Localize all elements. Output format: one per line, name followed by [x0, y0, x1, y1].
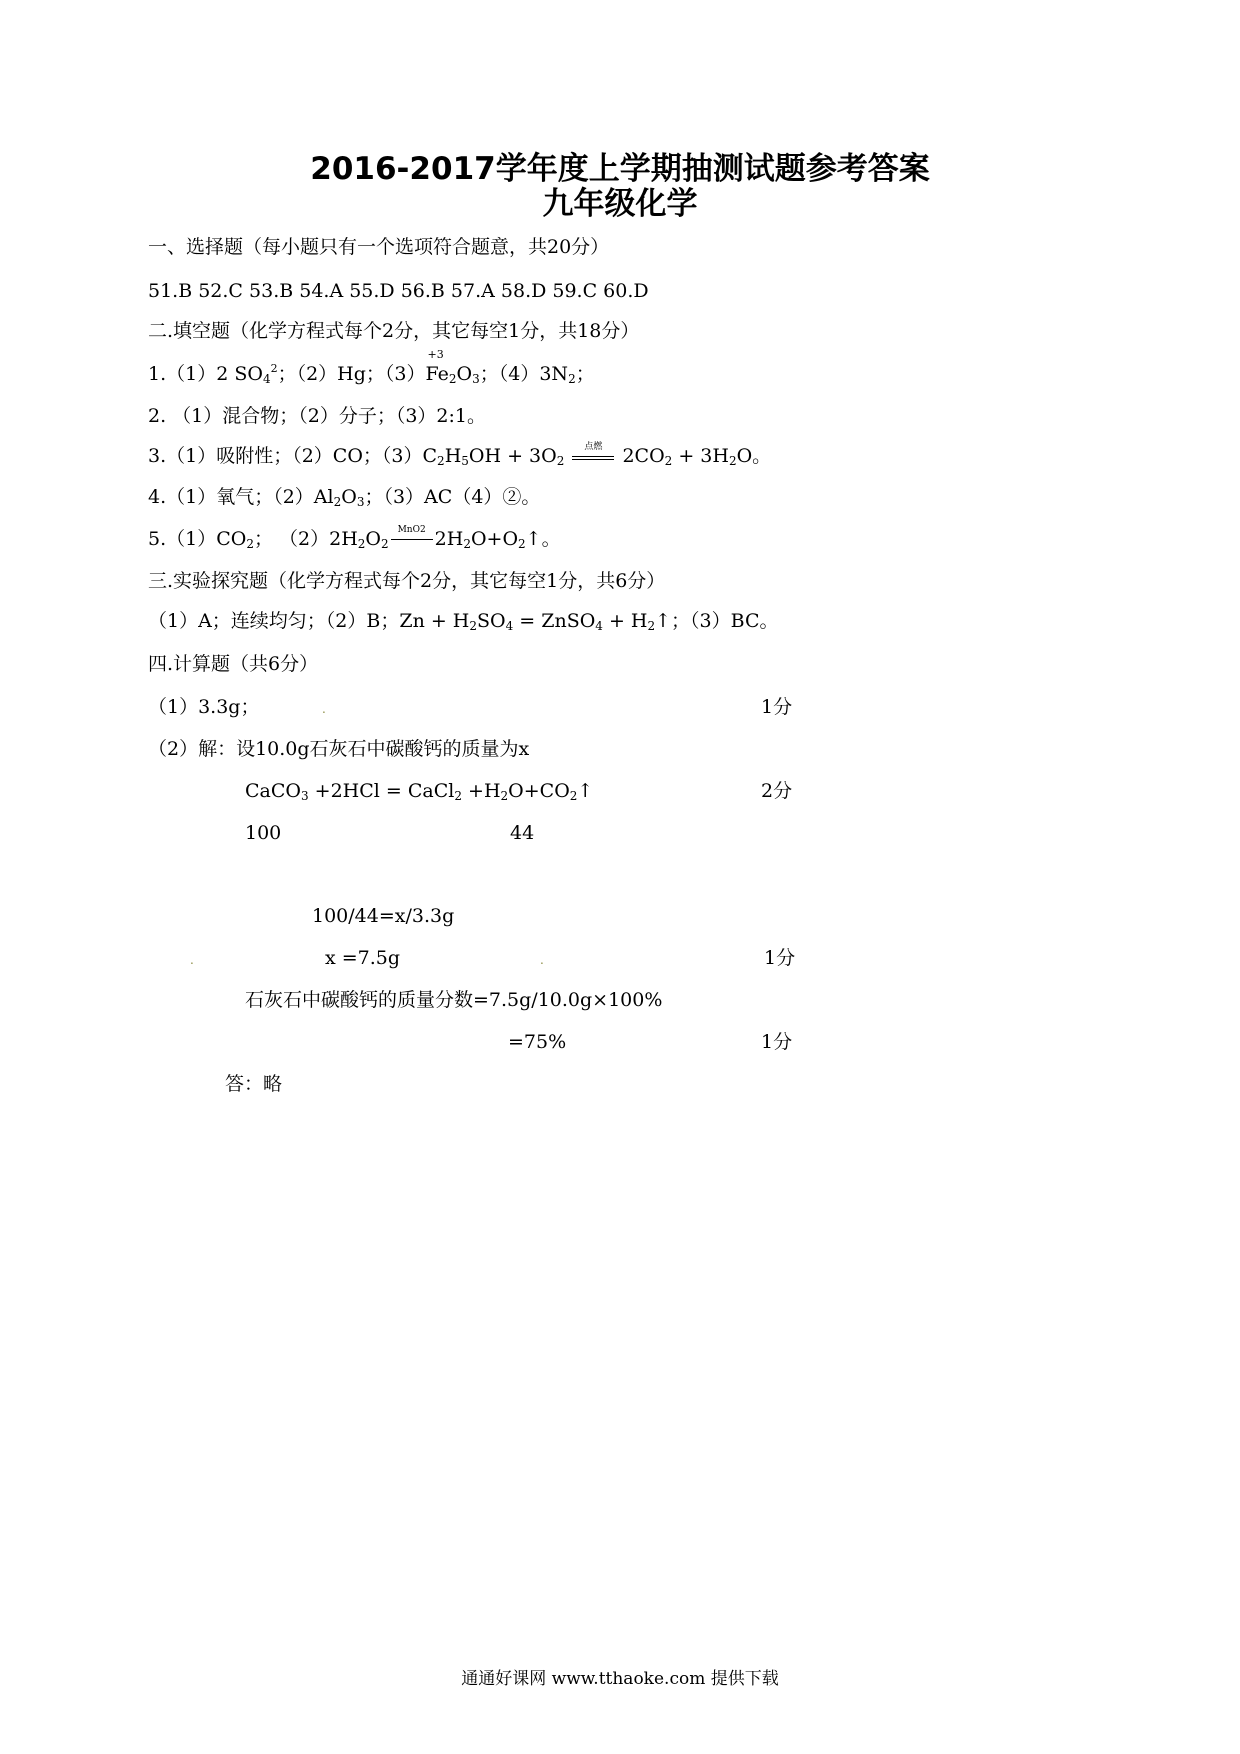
score-mass-fraction: 1分 [761, 1031, 793, 1053]
page-subtitle: 九年级化学 [542, 186, 698, 222]
calc-part2: （2）解：设10.0g石灰石中碳酸钙的质量为x [148, 738, 530, 760]
score-equation: 2分 [761, 780, 793, 802]
calc-part1: （1）3.3g； [148, 696, 260, 718]
stray-mark: . [540, 953, 544, 967]
section2-heading: 二.填空题（化学方程式每个2分，其它每空1分，共18分） [148, 320, 640, 342]
page-title: 2016-2017学年度上学期抽测试题参考答案 [310, 151, 930, 187]
section2-q4: 4.（1）氧气；$(2)Al_2O_3$；（3）AC（4）②。 [148, 486, 541, 509]
catalyst-condition: MnO2 [389, 530, 435, 550]
section2-q5: $5.(1)CO_2$； $(2)2H_2O_2$ MnO2 $2H_2O+O_2↑$。 [148, 525, 561, 551]
reaction-condition: 点燃 [570, 447, 616, 467]
molar-mass-co2: 44 [510, 822, 535, 844]
mass-fraction-value: =75% [508, 1031, 567, 1053]
final-answer: 答：略 [225, 1073, 283, 1095]
mass-fraction: 石灰石中碳酸钙的质量分数=7.5g/10.0g×100% [245, 989, 663, 1011]
section1-heading: 一、选择题（每小题只有一个选项符合题意，共20分） [148, 236, 610, 258]
section3-heading: 三.实验探究题（化学方程式每个2分，其它每空1分，共6分） [148, 570, 666, 592]
stray-mark: . [322, 702, 326, 716]
x-value: x =7.5g [325, 947, 401, 969]
footer-credit: 通通好课网 www.tthaoke.com 提供下载 [461, 1669, 779, 1689]
score-part1: 1分 [761, 696, 793, 718]
section2-q1: 1.（1）2 $SO_4^2$；（2）Hg；（3） +3 $Fe_2O_3$；$(4)3N_2$； [148, 348, 595, 386]
section3-answers: （1）A；连续均匀；（2）B；$Zn + H_2SO_4$ = ZnSO$_4$ + $H_2↑$；（3）BC。 [148, 610, 779, 633]
section4-heading: 四.计算题（共6分） [148, 653, 319, 675]
ratio-line: 100/44=x/3.3g [312, 905, 455, 927]
calc-equation: CaCO$_3$ +2HCl = CaCl$_2$ $+H_2O+CO_2↑$ [245, 780, 594, 803]
molar-mass-caco3: 100 [245, 822, 282, 844]
stray-mark: . [190, 953, 194, 967]
section2-q3: 3.（1）吸附性；（2）CO；$(3)C_2H_5OH + 3O_2$ 点燃 $2CO_2 + 3H_2O$。 [148, 442, 772, 468]
score-x-value: 1分 [764, 947, 796, 969]
section2-q2: 2. （1）混合物；（2）分子；（3）2:1。 [148, 405, 487, 427]
section1-answers: 51.B 52.C 53.B 54.A 55.D 56.B 57.A 58.D 59.C 60.D [148, 280, 649, 302]
